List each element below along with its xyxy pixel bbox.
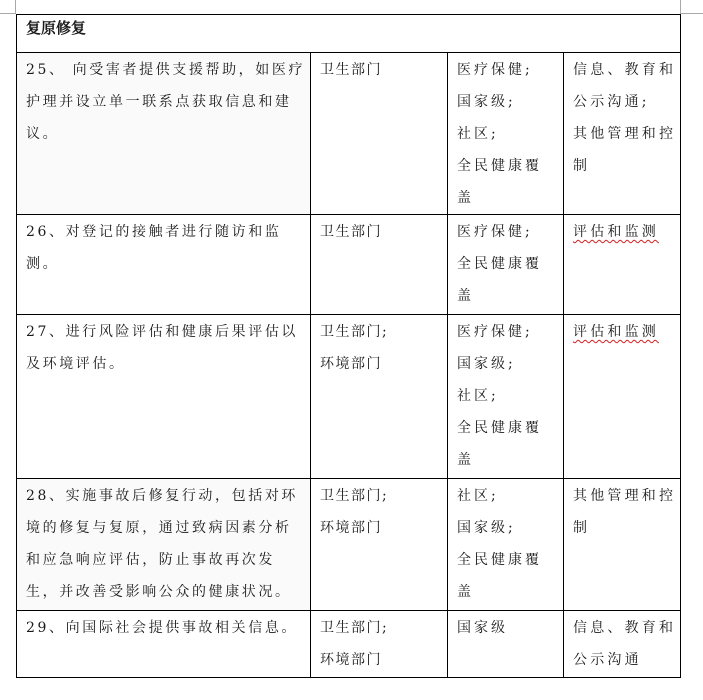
action-text-line: 议。 <box>26 126 60 142</box>
department-text: 卫生部门; <box>320 620 389 636</box>
department-text: 环境部门 <box>320 652 382 668</box>
department-text: 卫生部门 <box>320 224 382 240</box>
domain-cell <box>448 479 564 611</box>
department-cell <box>311 479 448 611</box>
domain-text: 国家级; <box>457 356 516 372</box>
section-title: 复原修复 <box>26 19 87 37</box>
domain-text: 医疗保健; <box>457 224 533 240</box>
table-row <box>17 215 681 315</box>
action-cell <box>17 315 311 479</box>
domain-text: 医疗保健; <box>457 324 533 340</box>
action-text-line: 和应急响应评估，防止事故再次发 <box>26 552 275 568</box>
domain-text: 社区; <box>457 388 499 404</box>
domain-text: 国家级; <box>457 94 516 110</box>
action-text-line: 27、进行风险评估和健康后果评估以 <box>26 324 299 340</box>
domain-text: 盖 <box>457 288 474 304</box>
category-text-spellcheck[interactable]: 评估和监测 <box>573 224 659 240</box>
category-text: 制 <box>573 158 591 174</box>
category-text: 信息、教育和 <box>573 62 677 78</box>
domain-text: 全民健康覆 <box>457 256 542 272</box>
department-text: 卫生部门 <box>320 62 382 78</box>
domain-text: 社区; <box>457 488 499 504</box>
category-text-spellcheck[interactable]: 评估和监测 <box>573 324 659 340</box>
domain-cell <box>448 215 564 315</box>
category-cell <box>564 611 681 678</box>
domain-text: 全民健康覆 <box>457 552 542 568</box>
category-text: 其他管理和控 <box>573 488 677 504</box>
section-header-row <box>17 15 681 53</box>
action-cell <box>17 215 311 315</box>
action-cell <box>17 479 311 611</box>
action-text-line: 生，并改善受影响公众的健康状况。 <box>26 584 292 600</box>
page-corner-mark-top-right <box>680 0 703 14</box>
domain-text: 国家级 <box>457 620 508 636</box>
category-cell <box>564 479 681 611</box>
category-cell <box>564 315 681 479</box>
domain-text: 医疗保健; <box>457 62 533 78</box>
table-row <box>17 53 681 215</box>
table-row <box>17 479 681 611</box>
department-cell <box>311 53 448 215</box>
category-text: 公示沟通; <box>573 94 650 110</box>
action-text-line: 境的修复与复原，通过致病因素分析 <box>26 520 292 536</box>
action-text-line: 及环境评估。 <box>26 356 126 372</box>
domain-cell <box>448 53 564 215</box>
action-text-line: 28、实施事故后修复行动，包括对环 <box>26 488 299 504</box>
domain-text: 盖 <box>457 452 474 468</box>
department-text: 卫生部门; <box>320 488 389 504</box>
category-text: 制 <box>573 520 591 536</box>
action-cell <box>17 53 311 215</box>
department-text: 环境部门 <box>320 520 382 536</box>
domain-text: 全民健康覆 <box>457 420 542 436</box>
action-text-line: 护理并设立单一联系点获取信息和建 <box>26 94 292 110</box>
domain-cell <box>448 611 564 678</box>
category-cell <box>564 53 681 215</box>
category-text: 信息、教育和 <box>573 620 677 636</box>
section-header-cell <box>17 15 681 53</box>
domain-text: 社区; <box>457 126 499 142</box>
action-text-line: 测。 <box>26 256 60 272</box>
category-cell <box>564 215 681 315</box>
department-cell <box>311 215 448 315</box>
category-text: 其他管理和控 <box>573 126 677 142</box>
domain-text: 盖 <box>457 584 474 600</box>
action-text-line: 26、对登记的接触者进行随访和监 <box>26 224 282 240</box>
domain-cell <box>448 315 564 479</box>
department-text: 卫生部门; <box>320 324 389 340</box>
department-cell <box>311 611 448 678</box>
domain-text: 国家级; <box>457 520 516 536</box>
category-text: 公示沟通 <box>573 652 642 668</box>
action-text-line: 25、 向受害者提供支援帮助，如医疗 <box>26 62 306 78</box>
action-text-line: 29、向国际社会提供事故相关信息。 <box>26 620 299 636</box>
action-cell <box>17 611 311 678</box>
table-row <box>17 315 681 479</box>
page-corner-mark-top-left <box>0 0 16 14</box>
department-text: 环境部门 <box>320 356 382 372</box>
table-row <box>17 611 681 678</box>
response-actions-table <box>16 14 681 678</box>
department-cell <box>311 315 448 479</box>
domain-text: 盖 <box>457 190 474 206</box>
domain-text: 全民健康覆 <box>457 158 542 174</box>
